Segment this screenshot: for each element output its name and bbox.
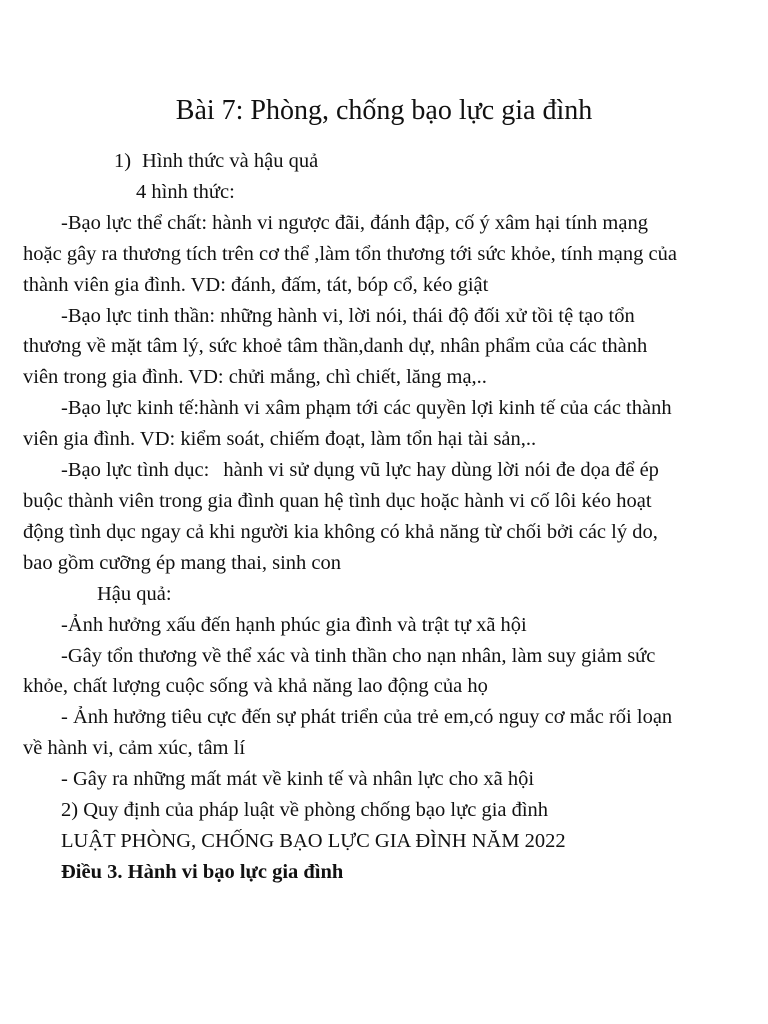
form-psychological: -Bạo lực tinh thần: những hành vi, lời nói, thái độ đối xử tồi tệ tạo tổn thương về mặt tâm lý, sức khoẻ tâm thần,danh dự, nhân phẩm của các thành viên trong gia đình. VD: chửi mắng, chì chiết, lăng mạ,.. (23, 304, 648, 389)
document-title: Bài 7: Phòng, chống bạo lực gia đình (175, 95, 593, 126)
document-body (23, 146, 683, 888)
consequence-item: - Ảnh hưởng tiêu cực đến sự phát triển của trẻ em,có nguy cơ mắc rối loạn về hành vi, cảm xúc, tâm lí (23, 706, 673, 760)
form-physical: -Bạo lực thể chất: hành vi ngược đãi, đánh đập, cố ý xâm hại tính mạng hoặc gây ra thương tích trên cơ thể ,làm tổn thương tới sức khỏe, tính mạng của thành viên gia đình. VD: đánh, đấm, tát, bóp cổ, kéo giật (23, 211, 677, 296)
section-1-number: 1) (114, 150, 132, 172)
article-heading: Điều 3. Hành vi bạo lực gia đình (61, 860, 344, 883)
law-title: LUẬT PHÒNG, CHỐNG BẠO LỰC GIA ĐÌNH NĂM 2022 (61, 829, 566, 852)
form-economic: -Bạo lực kinh tế:hành vi xâm phạm tới các quyền lợi kinh tế của các thành viên gia đình. VD: kiểm soát, chiếm đoạt, làm tổn hại tài sản,.. (23, 397, 672, 451)
forms-label: 4 hình thức: (136, 180, 235, 203)
section-1-heading (23, 146, 683, 177)
section-2-heading: 2) Quy định của pháp luật về phòng chống bạo lực gia đình (61, 799, 549, 822)
form-sexual (23, 455, 683, 579)
section-1-heading-text: Hình thức và hậu quả (142, 150, 319, 172)
form-sexual-label: -Bạo lực tình dục: (61, 459, 210, 482)
consequence-item: -Gây tổn thương về thể xác và tinh thần cho nạn nhân, làm suy giảm sức khỏe, chất lượng cuộc sống và khả năng lao động của họ (23, 644, 656, 698)
consequences-label: Hậu quả: (97, 582, 172, 605)
consequence-item: -Ảnh hưởng xấu đến hạnh phúc gia đình và trật tự xã hội (61, 613, 527, 636)
form-sexual-text: hành vi sử dụng vũ lực hay dùng lời nói đe dọa để ép buộc thành viên trong gia đình quan hệ tình dục hoặc hành vi cố lôi kéo hoạt động tình dục ngay cả khi người kia không có khả năng từ chối bởi các lý do, bao gồm cưỡng ép mang thai, sinh con (23, 459, 659, 574)
consequence-item: - Gây ra những mất mát về kinh tế và nhân lực cho xã hội (61, 768, 535, 791)
